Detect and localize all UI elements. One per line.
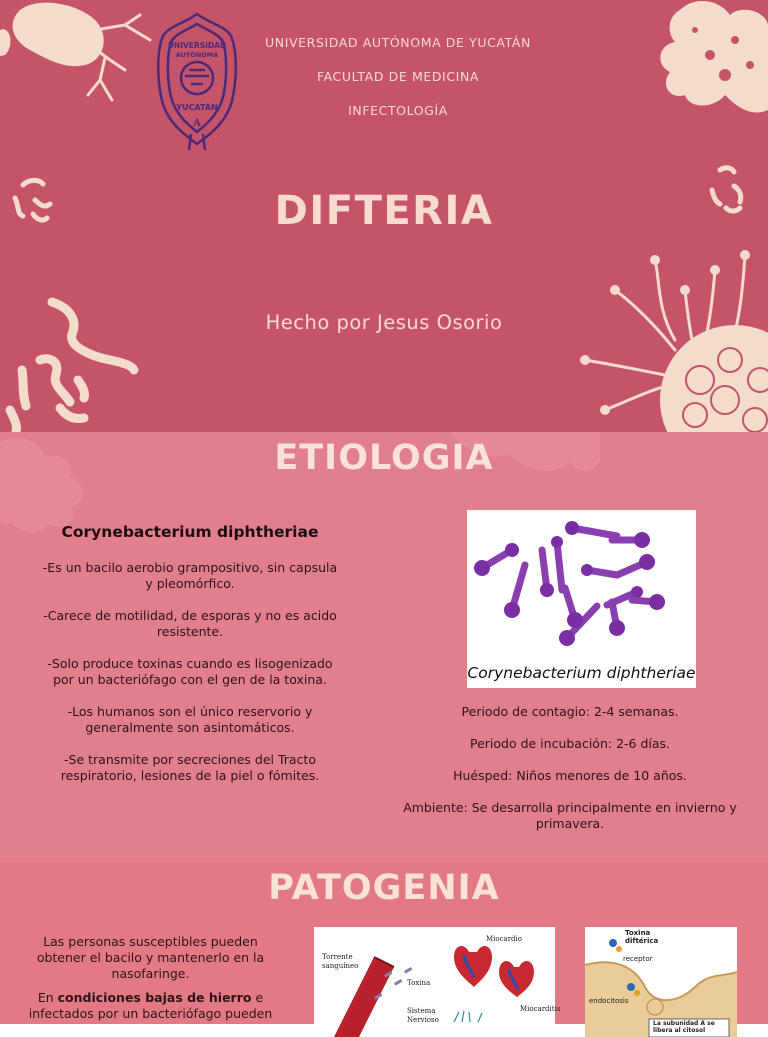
label-endocitosis: endocitosis [589,997,629,1005]
faculty-name: FACULTAD DE MEDICINA [316,69,480,84]
patogenia-slide [0,862,768,1034]
patogenia-description [18,934,283,1030]
germ-top-right-illustration [640,0,768,120]
course-name: INFECTOLOGÍA [348,103,448,118]
label-miocardio: Miocardio [486,935,522,943]
patogenia-paragraph: Las personas susceptibles pueden obtener el bacilo y mantenerlo en la nasofaringe. [36,934,265,981]
para2-text-bold: condiciones bajas de hierro [57,990,252,1005]
para2-text-pre: En [37,990,58,1005]
species-name: Corynebacterium diphtheriae [61,523,319,541]
label-toxina: Toxina [407,979,431,987]
svg-text:YUCATÁN: YUCATÁN [176,103,218,112]
label-sistema-nervioso: Sistema Nervioso [407,1007,439,1024]
fact-contagio: Periodo de contagio: 2-4 semanas. [461,704,679,719]
label-subunidad: La subunidad A se libera al citosol [653,1020,715,1034]
university-name: UNIVERSIDAD AUTÓNOMA DE YUCATÁN [265,35,531,50]
etiologia-slide [0,432,768,862]
toxin-mechanism-diagram [585,927,737,1037]
etiologia-point: -Es un bacilo aerobio grampositivo, sin capsula y pleomórfico. [42,560,338,591]
label-toxina-difterica: Toxina diftérica [625,929,659,945]
etiologia-point: -Solo produce toxinas cuando es lisogenizado por un bacteriófago con el gen de la toxina. [47,656,333,687]
svg-text:UNIVERSIDAD: UNIVERSIDAD [167,41,227,50]
bacteria-image [467,510,696,688]
label-receptor: receptor [623,955,653,963]
fact-ambiente: Ambiente: Se desarrolla principalmente en invierno y primavera. [403,800,737,831]
para2-text-post: e infectados por un bacteriófago pueden [28,990,273,1021]
pathogenesis-diagram [314,927,561,1037]
patogenia-heading: PATOGENIA [268,868,500,908]
fact-incubacion: Periodo de incubación: 2-6 días. [469,736,671,751]
label-torrente: Torrente sanguíneo [322,953,359,970]
patogenia-paragraph-2 [18,990,283,1022]
label-miocarditis: Miocarditis [520,1005,561,1013]
author-line: Hecho por Jesus Osorio [265,311,503,334]
etiologia-point: -Carece de motilidad, de esporas y no es acido resistente. [43,608,337,639]
corynebacterium-illustration [467,510,696,660]
etiologia-point: -Los humanos son el único reservorio y generalmente son asintomáticos. [67,704,313,735]
etiologia-description [40,524,340,800]
presentation-title: DIFTERIA [274,188,494,234]
etiologia-heading: ETIOLOGIA [274,438,494,478]
bacteria-image-caption: Corynebacterium diphtheriae [467,664,696,682]
germ-top-left-illustration [0,0,160,130]
fact-huesped: Huésped: Niños menores de 10 años. [453,768,687,783]
virus-cell-illustration [575,250,768,432]
etiologia-point: -Se transmite por secreciones del Tracto respiratorio, lesiones de la piel o fómites. [60,752,320,783]
etiologia-facts [390,704,750,848]
cover-slide [0,0,768,432]
svg-text:AUTÓNOMA: AUTÓNOMA [175,51,219,59]
svg-text:A: A [193,118,201,129]
